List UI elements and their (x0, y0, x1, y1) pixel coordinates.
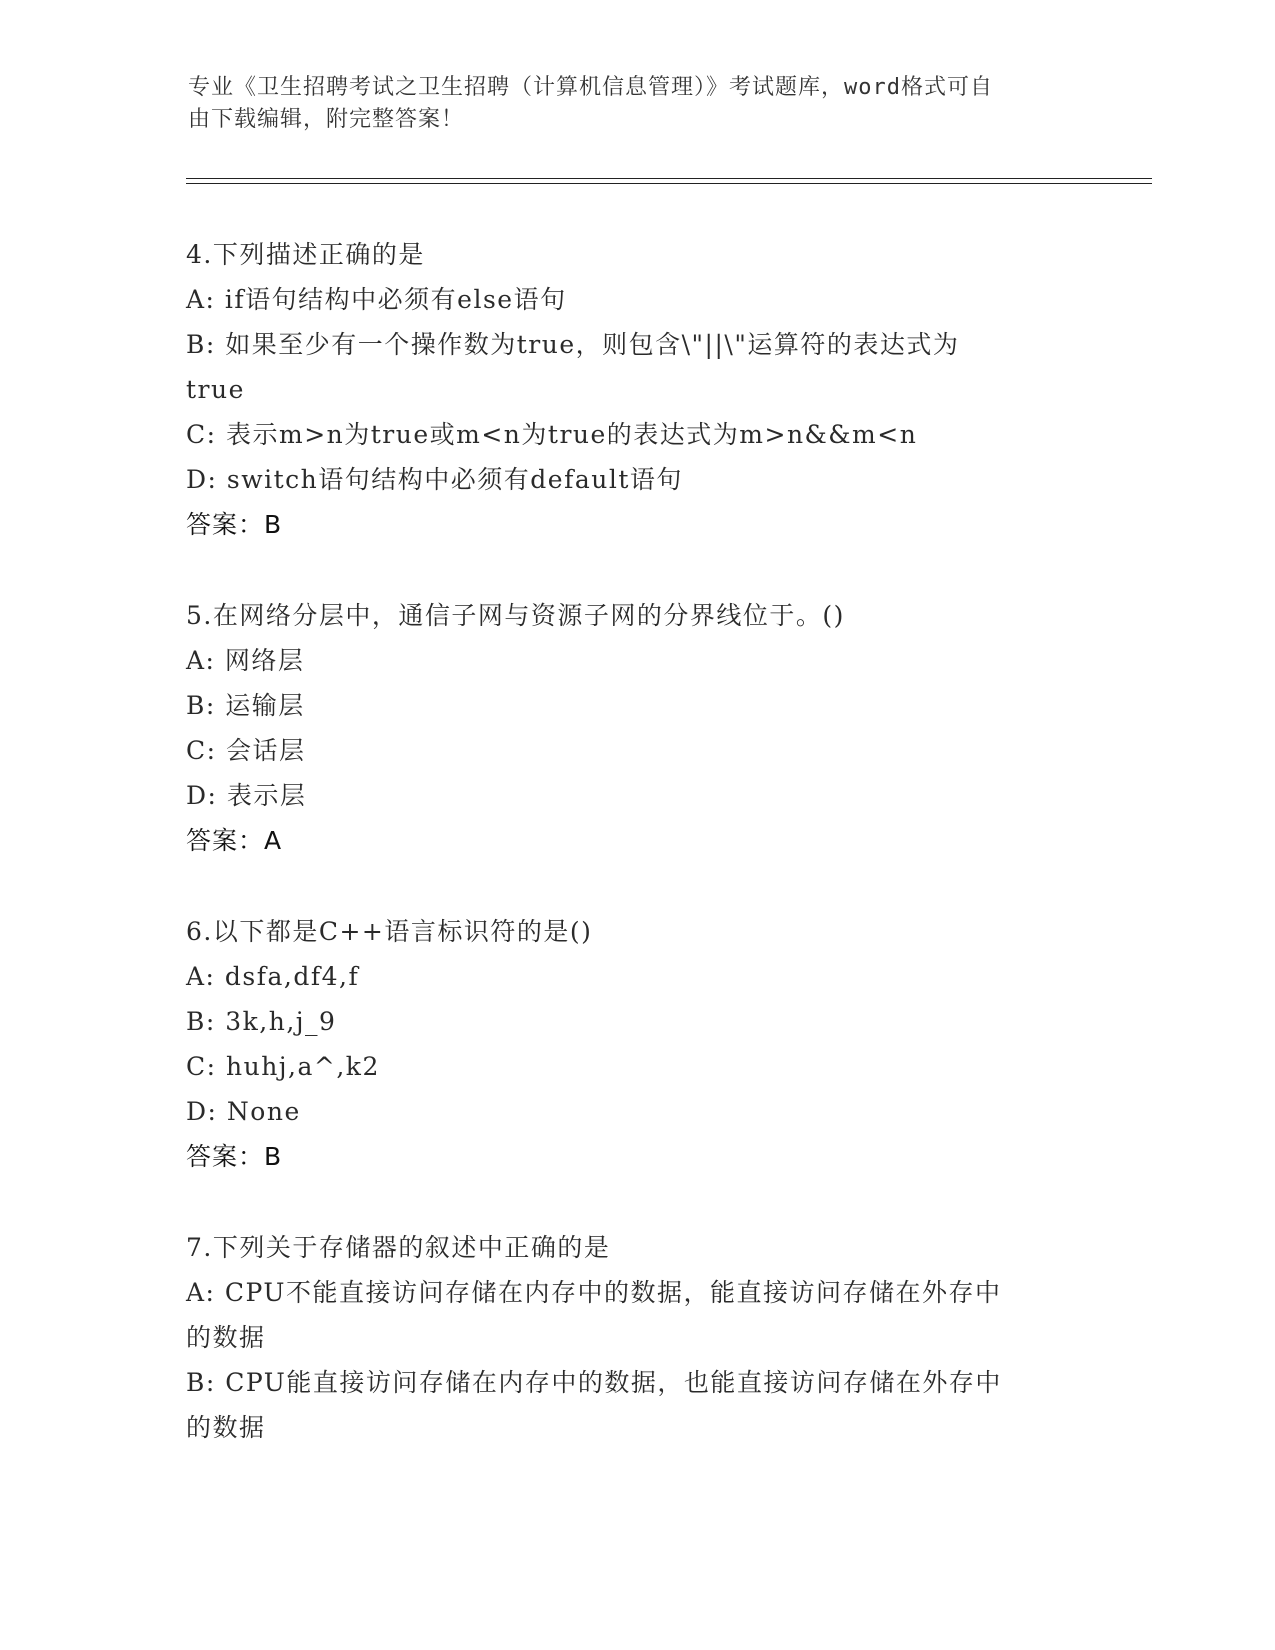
question-7 (186, 1225, 1086, 1450)
option-c: C: 会话层 (186, 736, 306, 765)
option-b: B: CPU能直接访问存储在内存中的数据，也能直接访问存储在外存中 (186, 1368, 1002, 1397)
option-c: C: huhj,a^,k2 (186, 1052, 380, 1081)
option-a: A: 网络层 (186, 646, 305, 675)
option-b: B: 如果至少有一个操作数为true，则包含\"||\"运算符的表达式为 (186, 330, 960, 359)
header-rule-top (186, 178, 1152, 179)
document-header (188, 72, 1068, 136)
option-a: A: if语句结构中必须有else语句 (186, 285, 567, 314)
question-6 (186, 909, 1086, 1179)
question-stem: 6.以下都是C++语言标识符的是() (186, 917, 593, 946)
question-5 (186, 593, 1086, 863)
header-rule-bottom (186, 183, 1152, 184)
answer: 答案：B (186, 510, 283, 539)
option-b: B: 运输层 (186, 691, 305, 720)
option-b-continued: true (186, 375, 245, 404)
option-a-continued: 的数据 (186, 1323, 266, 1352)
question-4 (186, 232, 1086, 547)
question-list (186, 232, 1086, 1496)
question-stem: 4.下列描述正确的是 (186, 240, 425, 269)
option-b-continued: 的数据 (186, 1413, 266, 1442)
header-line-2: 由下载编辑，附完整答案！ (188, 107, 465, 132)
option-d: D: None (186, 1097, 301, 1126)
option-a: A: dsfa,df4,f (186, 962, 360, 991)
answer: 答案：A (186, 826, 283, 855)
option-c: C: 表示m>n为true或m<n为true的表达式为m>n&&m<n (186, 420, 918, 449)
option-d: D: switch语句结构中必须有default语句 (186, 465, 683, 494)
option-b: B: 3k,h,j_9 (186, 1007, 337, 1036)
question-stem: 7.下列关于存储器的叙述中正确的是 (186, 1233, 611, 1262)
answer: 答案：B (186, 1142, 283, 1171)
header-line-1: 专业《卫生招聘考试之卫生招聘（计算机信息管理）》考试题库，word格式可自 (188, 75, 993, 100)
option-d: D: 表示层 (186, 781, 307, 810)
option-a: A: CPU不能直接访问存储在内存中的数据，能直接访问存储在外存中 (186, 1278, 1002, 1307)
question-stem: 5.在网络分层中，通信子网与资源子网的分界线位于。() (186, 601, 845, 630)
